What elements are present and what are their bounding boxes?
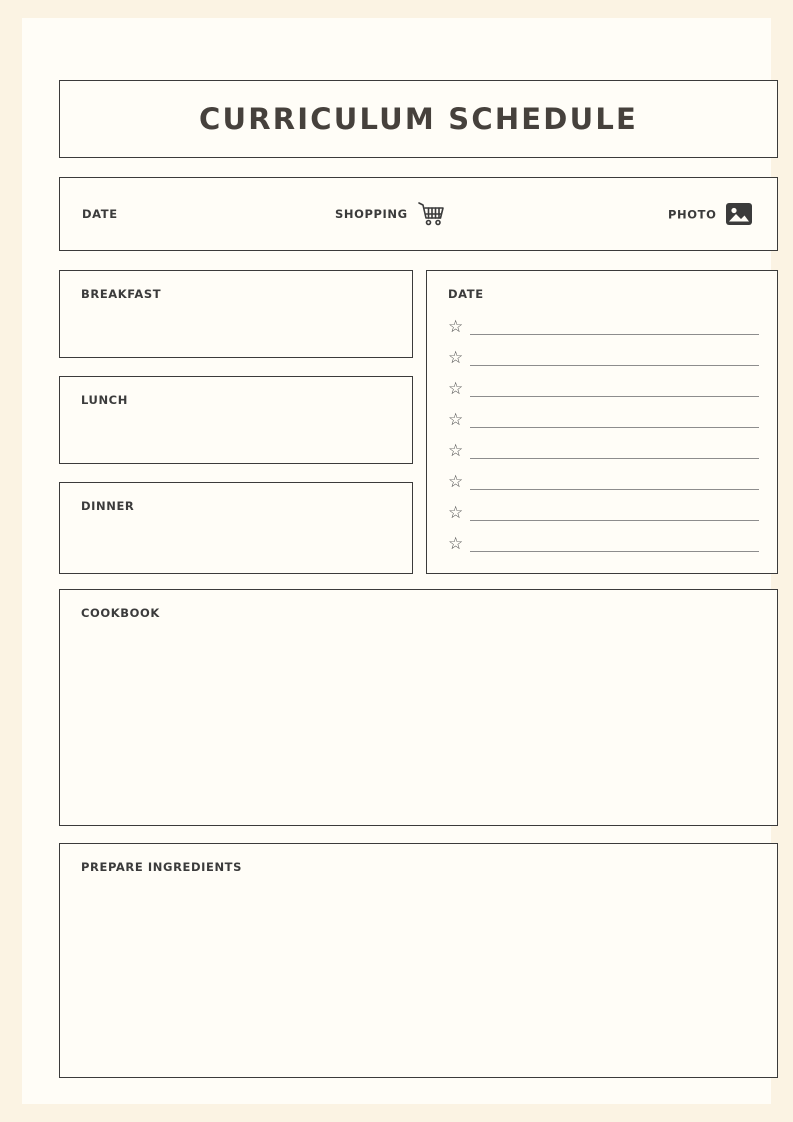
list-item[interactable] [448, 467, 759, 498]
cookbook-label: COOKBOOK [81, 606, 160, 620]
page-title: CURRICULUM SCHEDULE [198, 102, 639, 136]
list-item[interactable] [448, 436, 759, 467]
title-box [59, 80, 778, 158]
lunch-box[interactable] [59, 376, 413, 464]
star-outline-icon[interactable]: ☆ [448, 503, 464, 523]
list-item[interactable] [448, 405, 759, 436]
star-outline-icon[interactable]: ☆ [448, 410, 464, 430]
list-item[interactable] [448, 374, 759, 405]
list-item[interactable] [448, 498, 759, 529]
star-outline-icon[interactable]: ☆ [448, 441, 464, 461]
list-item[interactable] [448, 529, 759, 560]
list-item[interactable] [448, 343, 759, 374]
dinner-box[interactable] [59, 482, 413, 574]
checklist-line[interactable] [470, 320, 759, 335]
breakfast-label: BREAKFAST [81, 287, 162, 301]
checklist-line[interactable] [470, 444, 759, 459]
checklist-line[interactable] [470, 475, 759, 490]
star-outline-icon[interactable]: ☆ [448, 534, 464, 554]
lunch-label: LUNCH [81, 393, 128, 407]
planner-sheet [22, 18, 771, 1104]
prepare-ingredients-box[interactable] [59, 843, 778, 1078]
image-icon [725, 202, 753, 227]
checklist-line[interactable] [470, 351, 759, 366]
dinner-label: DINNER [81, 499, 135, 513]
checklist-box [426, 270, 778, 574]
meta-date-label: DATE [82, 207, 118, 221]
prepare-ingredients-label: PREPARE INGREDIENTS [81, 860, 243, 874]
checklist-line[interactable] [470, 382, 759, 397]
meta-shopping[interactable] [335, 201, 445, 227]
checklist-rows [448, 312, 759, 560]
checklist-line[interactable] [470, 413, 759, 428]
breakfast-box[interactable] [59, 270, 413, 358]
star-outline-icon[interactable]: ☆ [448, 317, 464, 337]
shopping-cart-icon [417, 201, 445, 227]
star-outline-icon[interactable]: ☆ [448, 472, 464, 492]
checklist-line[interactable] [470, 537, 759, 552]
meta-bar [59, 177, 778, 251]
checklist-line[interactable] [470, 506, 759, 521]
star-outline-icon[interactable]: ☆ [448, 348, 464, 368]
cookbook-box[interactable] [59, 589, 778, 826]
meta-shopping-label: SHOPPING [335, 207, 408, 221]
checklist-title: DATE [448, 287, 484, 301]
meta-photo-label: PHOTO [668, 207, 717, 221]
meta-date[interactable] [82, 207, 118, 221]
star-outline-icon[interactable]: ☆ [448, 379, 464, 399]
meta-photo[interactable] [668, 202, 753, 227]
list-item[interactable] [448, 312, 759, 343]
